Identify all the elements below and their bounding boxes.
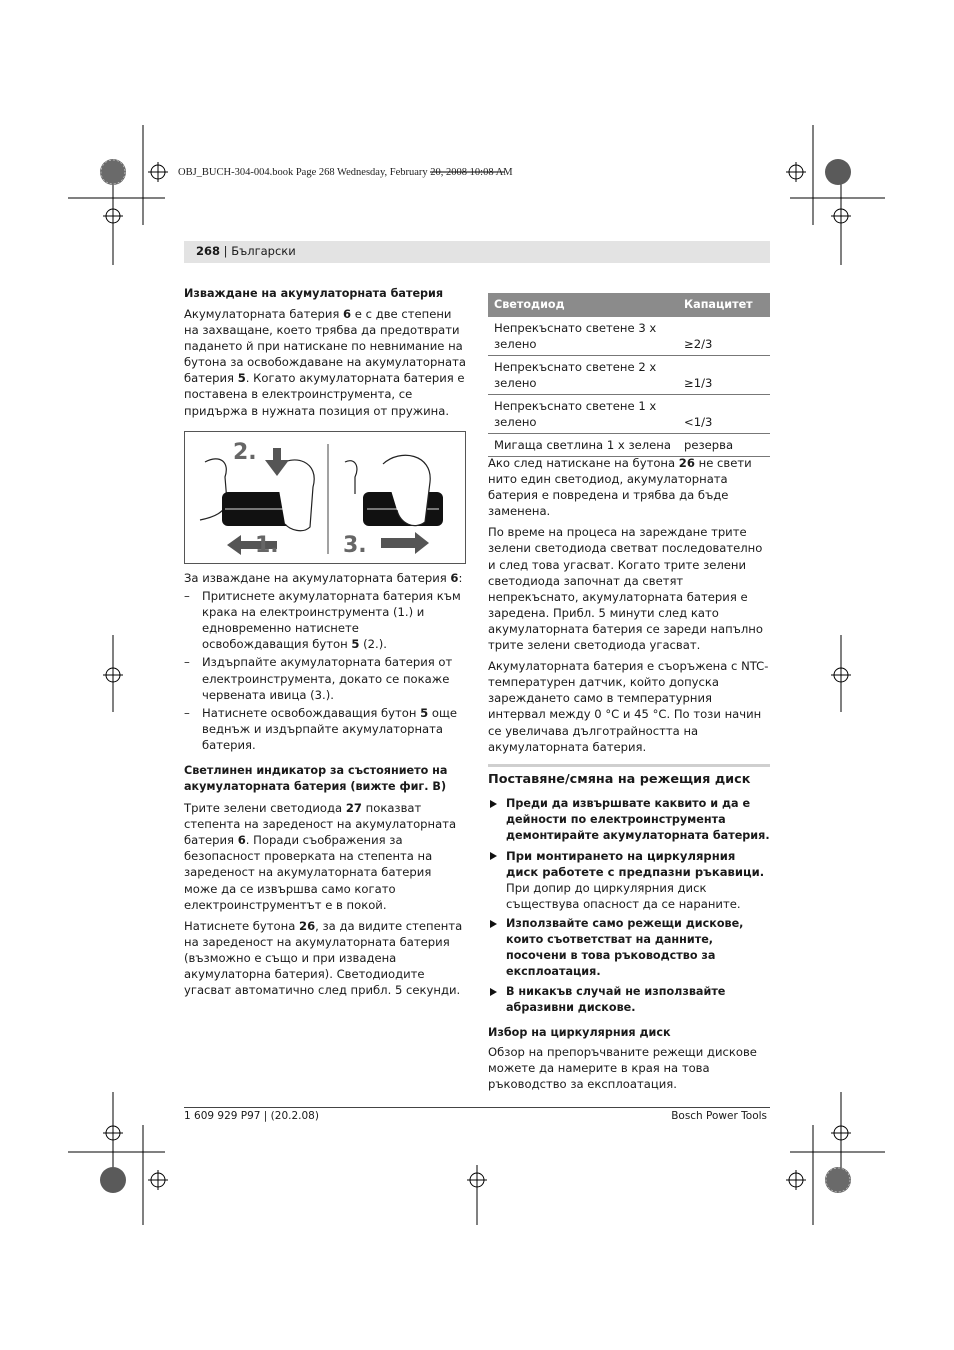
table-row: Непрекъснато светене 1 х зелено <1/3 [488, 395, 770, 434]
bullet-triangle-icon [490, 800, 497, 808]
header-language: Български [231, 244, 296, 258]
bullet-triangle-icon [490, 988, 497, 996]
table-header-row [488, 293, 770, 317]
table-row: Непрекъснато светене 2 х зелено ≥1/3 [488, 356, 770, 395]
table-header-led: Светодиод [488, 293, 678, 317]
right-paragraph-2: По време на процеса на зареждане трите зелени светодиода светват последователно и след това угасват. Когато трите зелени светодиода започнат да светят непрекъснато, акумулаторната батерия е заредена. Прибл. 5 минути след като акумулаторната батерия се зареди напълно трите зелени светодиода угасват. [488, 525, 763, 653]
right-column [488, 455, 770, 1092]
choice-paragraph: Обзор на препоръчваните режещи дискове можете да намерите в края на това ръководство за експлоатация. [488, 1045, 757, 1092]
left-column-upper [184, 286, 466, 419]
indicator-heading: Светлинен индикатор за състоянието на акумулаторната батерия (вижте фиг. B) [184, 764, 448, 794]
bullet-triangle-icon [490, 852, 497, 860]
section-title: Поставяне/смяна на режещия диск [488, 764, 770, 788]
list-item: Преди да извършвате каквито и да е дейности по електроинструмента демонтирайте акумулаторната батерия. [488, 796, 770, 844]
list-dash: – [184, 705, 190, 720]
list-item: – Издърпайте акумулаторната батерия от електроинструмента, докато се покаже червената ивица (3.). [184, 655, 453, 702]
list-item: При монтирането на циркулярния диск работете с предпазни ръкавици. При допир до циркулярния диск съществува опасност да се нараните. [488, 848, 770, 912]
list-dash: – [184, 589, 190, 604]
list-item: – Натиснете освобождаващия бутон 5 още веднъж и издърпайте акумулаторната батерия. [184, 705, 458, 752]
remove-paragraph: Акумулаторната батерия 6 е с две степени на захващане, което трябва да предотврати падането й при натискане по невнимание на бутона за освобождаване на акумулаторната батерия 5. Когато акумулаторната батерия е поставена в електроинструмента, се придържа в нужната позиция от пружина. [184, 307, 466, 418]
list-dash: – [184, 655, 190, 670]
indicator-paragraph-1: Трите зелени светодиода 27 показват степента на зареденост на акумулаторната батерия 6. Поради съображения за безопасност проверката на степента на зареденост на акумулаторната батерия може да се извършва само когато електроинструментът е в покой. [184, 801, 457, 912]
steps-intro: За изваждане на акумулаторната батерия 6: [184, 571, 463, 585]
bullet-triangle-icon [490, 920, 497, 928]
indicator-paragraph-2: Натиснете бутона 26, за да видите степента на зареденост на акумулаторната батерия (възможно е също и при извадена акумулаторна батерия). Светодиодите угасват автоматично след прибл. 5 секунди. [184, 918, 463, 998]
figure-label-step1: 1. [255, 533, 279, 558]
header-separator: | [220, 244, 232, 258]
table-row: Мигаща светлина 1 х зелена резерва [488, 434, 770, 457]
battery-removal-figure [184, 431, 466, 564]
print-header: OBJ_BUCH-304-004.book Page 268 Wednesday, February 20, 2008 10:08 AM [178, 167, 513, 178]
page-number: 268 [196, 244, 221, 258]
battery-illustration [185, 432, 465, 563]
figure-label-step3: 3. [343, 533, 367, 558]
list-item: В никакъв случай не използвайте абразивни дискове. [488, 984, 770, 1016]
right-paragraph-3: Акумулаторната батерия е съоръжена с NTC-температурен датчик, който допуска зареждането само в температурния интервал между 0 °C и 45 °C. По този начин се увеличава дълготрайността на акумулаторната батерия. [488, 659, 769, 754]
page-header [196, 244, 296, 258]
choice-heading: Избор на циркулярния диск [488, 1026, 671, 1040]
list-item: Използвайте само режещи дискове, които съответстват на данните, посочени в това ръководство за експлоатация. [488, 916, 770, 980]
remove-heading: Изваждане на акумулаторната батерия [184, 287, 444, 300]
capacity-table [488, 293, 770, 457]
page-header-bar [184, 241, 770, 263]
footer-divider [184, 1107, 770, 1108]
left-column-lower [184, 570, 466, 998]
footer-code: 1 609 929 P97 | (20.2.08) [184, 1110, 319, 1122]
right-paragraph-1: Ако след натискане на бутона 26 не свети нито един светодиод, акумулаторната батерия е повредена и трябва да бъде заменена. [488, 456, 752, 519]
figure-label-step2: 2. [233, 440, 257, 465]
table-row: Непрекъснато светене 3 х зелено ≥2/3 [488, 317, 770, 356]
list-item: – Притиснете акумулаторната батерия към крака на електроинструмента (1.) и едновременно натиснете освобождаващия бутон 5 (2.). [184, 589, 461, 652]
capacity-table-wrapper [488, 293, 770, 457]
footer-brand: Bosch Power Tools [671, 1110, 767, 1122]
table-header-capacity: Капацитет [678, 293, 770, 317]
